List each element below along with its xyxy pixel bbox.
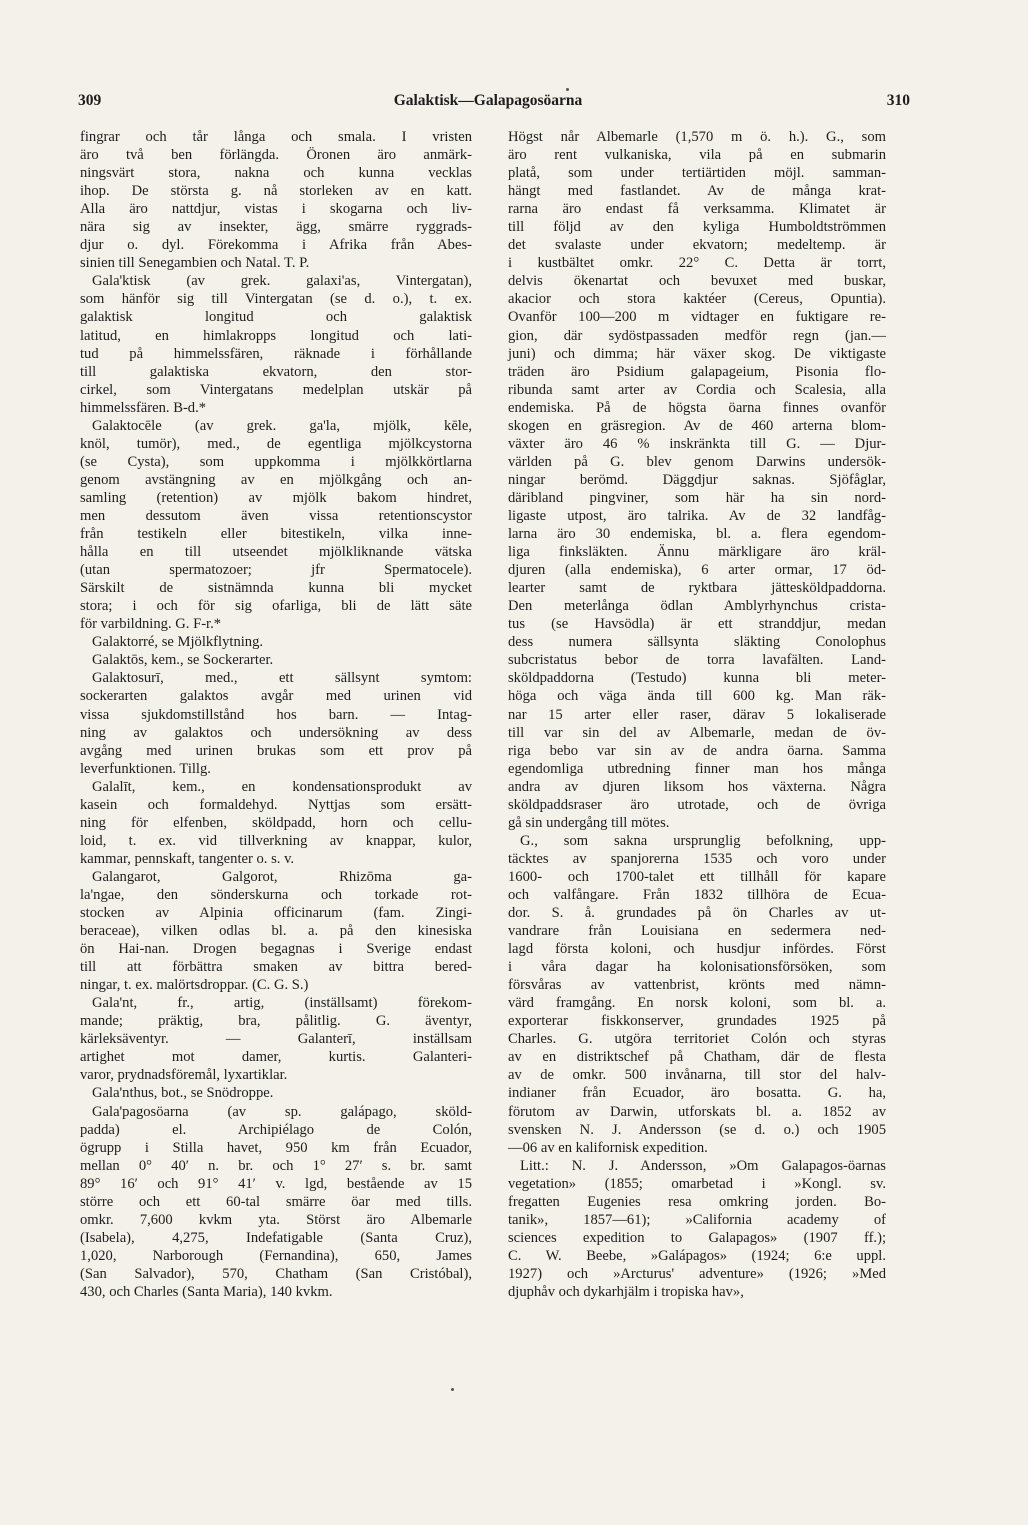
- text-line: genom avstängning av en mjölkgång och an-: [80, 471, 472, 488]
- text-line: av de omkr. 500 invånarna, till stor del halv-: [508, 1067, 886, 1084]
- text-line: Gala'pagosöarna (av sp. galápago, sköld-: [92, 1103, 472, 1120]
- paragraph: [508, 1157, 886, 1301]
- text-line: tus (se Havsödla) är ett stranddjur, medan: [508, 616, 886, 633]
- paragraph: [80, 1084, 472, 1102]
- paragraph: [80, 868, 472, 994]
- text-line: platå, som under tertiärtiden möjl. samman-: [508, 165, 886, 182]
- text-line: dor. S. å. grundades på ön Charles av ut-: [508, 905, 886, 922]
- text-line: vegetation» (1855; omarbetad i »Kongl. sv.: [508, 1175, 886, 1192]
- paragraph: [80, 417, 472, 634]
- text-line: varor, prydnadsföremål, lyxartiklar.: [80, 1067, 288, 1084]
- text-line: till följd av den kyliga Humboldtströmmen: [508, 219, 886, 236]
- text-line: Särskilt de sistnämnda kunna bli mycket: [80, 580, 472, 597]
- text-line: artighet mot damer, kurtis. Galanteri-: [80, 1049, 472, 1066]
- text-line: skogen en gräsregion. Av de 460 arterna blom-: [508, 417, 886, 434]
- text-line: sköldpaddorna (Testudo) kunna bli meter-: [508, 670, 886, 687]
- text-line: Galaktosurī, med., ett sällsynt symtom:: [92, 670, 472, 687]
- text-line: ribunda samt arter av Cordia och Scalesia, alla: [508, 381, 886, 398]
- text-line: Gala'ktisk (av grek. galaxi'as, Vintergatan),: [92, 273, 472, 290]
- text-line: däribland pingviner, som här ha sin nord-: [508, 489, 886, 506]
- text-line: loid, t. ex. vid tillverkning av knappar, kulor,: [80, 832, 472, 849]
- text-line: larna äro 30 endemiska, bl. a. flera egendom-: [508, 526, 886, 543]
- text-line: vandrare från Louisiana en sedermera ned-: [508, 923, 886, 940]
- text-line: Galaktocēle (av grek. ga'la, mjölk, kēle,: [92, 417, 472, 434]
- text-line: beraceae), vilken odlas bl. a. på den kinesiska: [80, 923, 472, 940]
- text-line: och valfångare. Från 1832 tillhöra de Ecua-: [508, 886, 886, 903]
- text-line: Gala'nthus, bot., se Snödroppe.: [92, 1085, 274, 1102]
- text-line: latitud, en himlakropps longitud och lati-: [80, 327, 472, 344]
- text-line: som hänför sig till Vintergatan (se d. o.), t. ex.: [80, 291, 472, 308]
- text-line: gion, där sydöstpassaden medför regn (jan.—: [508, 327, 886, 344]
- paragraph: [80, 669, 472, 777]
- text-line: stora; i och för sig ofarliga, bli de lätt säte: [80, 598, 472, 615]
- paragraph: [80, 778, 472, 868]
- text-line: ning av galaktos och undersökning av dess: [80, 724, 472, 741]
- text-line: från testikeln eller bitestikeln, vilka inne-: [80, 526, 472, 543]
- text-line: Galaktorré, se Mjölkflytning.: [92, 634, 264, 651]
- page-number-right: 310: [886, 92, 910, 109]
- text-line: (San Salvador), 570, Chatham (San Cristóbal),: [80, 1265, 472, 1282]
- text-line: för varbildning. G. F-r.*: [80, 616, 222, 633]
- paragraph: [80, 272, 472, 416]
- text-line: 1600- och 1700-talet ett tillhåll för kapare: [508, 868, 886, 885]
- text-line: nära sig av insekter, ägg, smärre ryggrads-: [80, 219, 472, 236]
- text-line: större och ett 60-tal smärre öar med tills.: [80, 1193, 472, 1210]
- text-line: 430, och Charles (Santa Maria), 140 kvkm.: [80, 1284, 333, 1300]
- text-line: dess numera sällsynta släkting Conolophus: [508, 634, 886, 651]
- running-title: Galaktisk—Galapagosöarna: [393, 92, 583, 109]
- print-speck: [451, 1388, 454, 1391]
- text-line: ligaste utpost, äro talrika. Av de 32 landfåg-: [508, 507, 886, 524]
- text-line: gå sin undergång till mötes.: [508, 814, 670, 831]
- text-line: Alla äro nattdjur, vistas i skogarna och liv-: [80, 201, 472, 218]
- text-line: Litt.: N. J. Andersson, »Om Galapagos-öarnas: [520, 1157, 886, 1174]
- text-line: lagd första koloni, och husdjur infördes. Först: [508, 941, 886, 958]
- text-line: till var sin del av Albemarle, medan de öv-: [508, 724, 886, 741]
- paragraph: [80, 651, 472, 669]
- text-line: växter äro 46 % inskränkta till G. — Djur-: [508, 435, 886, 452]
- print-speck: [566, 88, 569, 91]
- text-line: hålla en till utseendet mjölkliknande vätska: [80, 544, 472, 561]
- text-line: juni) och dimma; här växer skog. De viktigaste: [508, 345, 886, 362]
- text-line: indianer från Ecuador, äro bosatta. G. ha,: [508, 1085, 886, 1102]
- text-line: av en distriktschef på Chatham, där de flesta: [508, 1049, 886, 1066]
- text-line: i kustbältet omkr. 22° C. Detta är torrt,: [508, 255, 886, 272]
- text-line: (utan spermatozoer; jfr Spermatocele).: [80, 562, 472, 579]
- text-line: kammar, pennskaft, tangenter o. s. v.: [80, 850, 295, 867]
- text-line: ögrupp i Stilla havet, 950 km från Ecuador,: [80, 1139, 472, 1156]
- paragraph: [508, 128, 886, 832]
- text-line: (Isabela), 4,275, Indefatigable (Santa Cruz),: [80, 1229, 472, 1246]
- paragraph: [508, 832, 886, 1157]
- page-number-left: 309: [78, 92, 102, 109]
- text-line: —06 av en kalifornisk expedition.: [508, 1139, 708, 1156]
- text-line: egendomliga utbredning finner man hos många: [508, 760, 886, 777]
- text-line: padda) el. Archipiélago de Colón,: [80, 1121, 472, 1138]
- text-line: mande; präktig, bra, pålitlig. G. äventyr,: [80, 1013, 472, 1030]
- text-line: Ovanför 100—200 m vidtager en fuktigare re-: [508, 309, 886, 326]
- page-header: [78, 92, 910, 120]
- text-line: learter samt de ryktbara jättesköldpaddorna.: [508, 580, 886, 597]
- text-line: kärleksäventyr. — Galanterī, inställsam: [80, 1031, 472, 1048]
- text-line: till galaktiska ekvatorn, den stor-: [80, 363, 472, 380]
- text-line: andra av djuren liksom hos växterna. Några: [508, 778, 886, 795]
- text-line: ning för elfenben, sköldpadd, horn och cellu-: [80, 814, 472, 831]
- text-line: riga bebo var sin av de andra öarna. Samma: [508, 742, 886, 759]
- text-line: fingrar och tår långa och smala. I vristen: [80, 129, 472, 145]
- text-line: cirkel, som Vintergatans medelplan utskär på: [80, 381, 472, 398]
- text-line: Galangarot, Galgorot, Rhizōma ga-: [92, 868, 472, 885]
- text-line: kasein och formaldehyd. Nyttjas som ersätt-: [80, 796, 472, 813]
- text-line: stocken av Alpinia officinarum (fam. Zingi-: [80, 905, 472, 922]
- text-line: ningsvärt stora, nakna och kunna vecklas: [80, 165, 472, 182]
- text-line: rarna äro endast få verksamma. Klimatet är: [508, 201, 886, 218]
- text-line: la'ngae, den sönderskurna och torkade rot-: [80, 886, 472, 903]
- text-line: Den meterlånga ödlan Amblyrhynchus crista-: [508, 598, 886, 615]
- text-line: sockerarten galaktos avgår med urinen vid: [80, 688, 472, 705]
- text-line: 1,020, Narborough (Fernandina), 650, James: [80, 1247, 472, 1264]
- text-line: avgång med urinen brukas som ett prov på: [80, 742, 472, 759]
- text-line: sinien till Senegambien och Natal. T. P.: [80, 255, 310, 272]
- text-line: nar 15 arter eller raser, därav 5 lokaliserade: [508, 706, 886, 723]
- text-line: Charles. G. utgöra territoriet Colón och styras: [508, 1031, 886, 1048]
- text-line: galaktisk longitud och galaktisk: [80, 309, 472, 326]
- paragraph: [80, 1103, 472, 1302]
- text-line: världen på G. blev genom Darwins undersök-: [508, 453, 886, 470]
- text-line: äro rent vulkaniska, vila på en submarin: [508, 147, 886, 164]
- text-line: värd framgång. En norsk koloni, som bl. a.: [508, 995, 886, 1012]
- text-line: djuren (alla endemiska), 6 arter ormar, 17 öd-: [508, 562, 886, 579]
- text-line: täcktes av spanjorerna 1535 och voro under: [508, 850, 886, 867]
- text-line: G., som sakna ursprunglig befolkning, upp-: [520, 832, 886, 849]
- text-line: vissa sjukdomstillstånd hos barn. — Intag-: [80, 706, 472, 723]
- text-line: till att förbättra smaken av bittra bered-: [80, 959, 472, 976]
- text-line: fregatten Eugenies resa omkring jorden. Bo-: [508, 1193, 886, 1210]
- text-line: Högst når Albemarle (1,570 m ö. h.). G., som: [508, 129, 886, 145]
- text-line: försvåras av vattenbrist, krönts med nämn-: [508, 977, 886, 994]
- text-line: endemiska. På de högsta öarna finnes ovanför: [508, 399, 886, 416]
- text-line: knöl, tumör), med., de egentliga mjölkcystorna: [80, 435, 472, 452]
- paragraph: [80, 128, 472, 272]
- paragraph: [80, 633, 472, 651]
- text-line: Galalīt, kem., en kondensationsprodukt av: [92, 778, 472, 795]
- text-line: ningar berömd. Däggdjur saknas. Sjöfåglar,: [508, 471, 886, 488]
- text-line: men dessutom även vissa retentionscystor: [80, 507, 472, 524]
- text-line: tanik», 1857—61); »California academy of: [508, 1211, 886, 1228]
- text-line: djur o. dyl. Förekomma i Afrika från Abes-: [80, 237, 472, 254]
- text-line: hängt med fastlandet. Av de många krat-: [508, 183, 886, 200]
- text-line: djuphåv och dykarhjälm i tropiska hav»,: [508, 1284, 744, 1300]
- text-line: Gala'nt, fr., artig, (inställsamt) förekom-: [92, 995, 472, 1012]
- text-line: höga och väga ända till 600 kg. Man räk-: [508, 688, 886, 705]
- text-line: C. W. Beebe, »Galápagos» (1924; 6:e uppl.: [508, 1247, 886, 1264]
- text-line: delvis ökenartat och bevuxet med buskar,: [508, 273, 886, 290]
- text-line: det svalaste under ekvatorn; medeltemp. är: [508, 237, 886, 254]
- text-line: träden äro Psidium galapageium, Pisonia flo-: [508, 363, 886, 380]
- text-line: 1927) och »Arcturus' adventure» (1926; »Med: [508, 1265, 886, 1282]
- text-line: akacior och stora kaktéer (Cereus, Opuntia).: [508, 291, 886, 308]
- text-line: 89° 16′ och 91° 41′ v. lgd, bestående av 15: [80, 1175, 472, 1192]
- text-line: subcristatus bebor de torra lavafälten. Land-: [508, 652, 886, 669]
- text-line: Galaktōs, kem., se Sockerarter.: [92, 652, 274, 669]
- text-line: äro två ben förlängda. Öronen äro anmärk-: [80, 147, 472, 164]
- text-line: mellan 0° 40′ n. br. och 1° 27′ s. br. samt: [80, 1157, 472, 1174]
- left-column: [80, 128, 472, 1301]
- text-line: tud på himmelssfären, räknade i förhållande: [80, 345, 472, 362]
- text-line: omkr. 7,600 kvkm yta. Störst äro Albemarle: [80, 1211, 472, 1228]
- text-line: sköldpaddsraser äro utrotade, och de övriga: [508, 796, 886, 813]
- text-line: i våra dagar ha kolonisationsförsöken, som: [508, 959, 886, 976]
- paragraph: [80, 994, 472, 1084]
- text-line: samling (retention) av mjölk bakom hindret,: [80, 489, 472, 506]
- text-line: ön Hai-nan. Drogen begagnas i Sverige endast: [80, 941, 472, 958]
- text-line: (se Cysta), som uppkomma i mjölkkörtlarna: [80, 453, 472, 470]
- text-line: förutom av Darwin, utforskats bl. a. 1852 av: [508, 1103, 886, 1120]
- text-line: ihop. De största g. nå storleken av en katt.: [80, 183, 472, 200]
- text-line: exporterar fiskkonserver, grundades 1925 på: [508, 1013, 886, 1030]
- text-line: ningar, t. ex. malörtsdroppar. (C. G. S.): [80, 977, 309, 994]
- text-line: leverfunktionen. Tillg.: [80, 760, 211, 777]
- text-line: svensken N. J. Andersson (se d. o.) och 1905: [508, 1121, 886, 1138]
- right-column: [508, 128, 886, 1301]
- text-line: liga finksläkten. Ännu märkligare äro kräl-: [508, 544, 886, 561]
- text-line: sciences expedition to Galapagos» (1907 ff.);: [508, 1229, 886, 1246]
- text-line: himmelssfären. B-d.*: [80, 399, 207, 416]
